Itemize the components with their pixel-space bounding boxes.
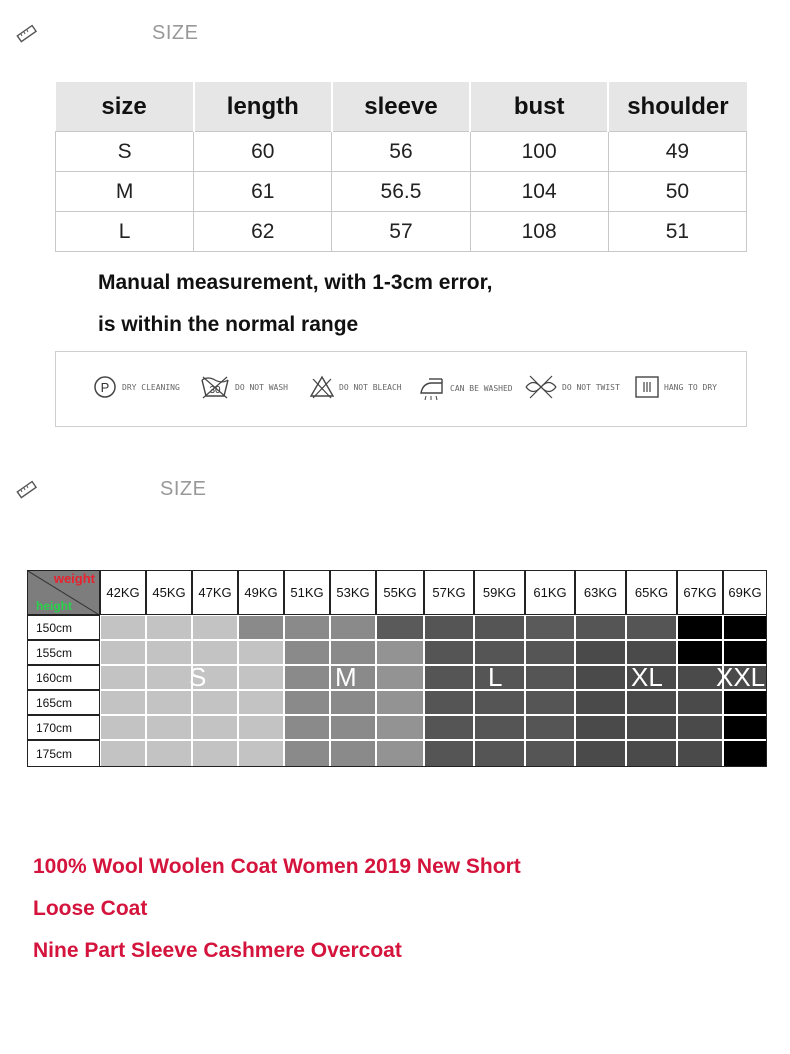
- chart-cell: [330, 740, 376, 767]
- cell-sleeve: 56: [332, 132, 470, 172]
- care-instructions: [55, 351, 747, 427]
- chart-cell: [525, 640, 575, 665]
- chart-cell: [424, 690, 474, 715]
- chart-cell: [525, 690, 575, 715]
- section-header: [16, 22, 198, 45]
- ruler-icon: [16, 479, 38, 501]
- iron-icon: [418, 374, 446, 402]
- chart-cell: [723, 715, 767, 740]
- header-length: length: [194, 82, 332, 132]
- chart-cell: [677, 690, 723, 715]
- size-zone-label: L: [488, 662, 503, 692]
- chart-cell: [238, 690, 284, 715]
- chart-cell: [100, 640, 146, 665]
- chart-cell: [192, 615, 238, 640]
- header-bust: bust: [470, 82, 608, 132]
- chart-cell: [575, 665, 626, 690]
- chart-cell: [626, 615, 677, 640]
- chart-cell: [284, 740, 330, 767]
- chart-cell: [525, 615, 575, 640]
- chart-cell: [723, 615, 767, 640]
- care-label: HANG TO DRY: [664, 382, 717, 392]
- chart-cell: [376, 715, 424, 740]
- chart-cell: [677, 615, 723, 640]
- chart-cell: [525, 665, 575, 690]
- header-sleeve: sleeve: [332, 82, 470, 132]
- chart-cell: [474, 715, 525, 740]
- chart-cell: [192, 690, 238, 715]
- cell-shoulder: 50: [608, 172, 746, 212]
- chart-cell: [575, 690, 626, 715]
- size-zone-label: M: [335, 662, 357, 692]
- chart-cell: [376, 690, 424, 715]
- chart-cell: [284, 615, 330, 640]
- weight-header-cell: 51KG: [284, 570, 330, 615]
- chart-cell: [376, 615, 424, 640]
- height-row-label: 175cm: [27, 740, 100, 767]
- chart-cell: [146, 640, 192, 665]
- chart-cell: [575, 715, 626, 740]
- chart-cell: [575, 740, 626, 767]
- chart-cell: [330, 690, 376, 715]
- cell-size: S: [56, 132, 194, 172]
- product-title-line3: Nine Part Sleeve Cashmere Overcoat: [33, 939, 402, 962]
- weight-header-cell: 65KG: [626, 570, 677, 615]
- chart-cell: [100, 615, 146, 640]
- chart-cell: [100, 715, 146, 740]
- weight-header-cell: 61KG: [525, 570, 575, 615]
- chart-cell: [284, 690, 330, 715]
- chart-cell: [376, 740, 424, 767]
- chart-cell: [146, 715, 192, 740]
- chart-cell: [677, 740, 723, 767]
- chart-cell: [238, 615, 284, 640]
- cell-size: M: [56, 172, 194, 212]
- chart-cell: [146, 665, 192, 690]
- do-not-twist-icon: [524, 374, 558, 400]
- size-table-header-row: [56, 82, 747, 132]
- care-label: DO NOT BLEACH: [339, 382, 402, 392]
- product-title-line1: 100% Wool Woolen Coat Women 2019 New Short: [33, 855, 521, 878]
- chart-cell: [626, 715, 677, 740]
- chart-cell: [100, 665, 146, 690]
- chart-cell: [525, 740, 575, 767]
- chart-cell: [474, 615, 525, 640]
- chart-cell: [284, 640, 330, 665]
- height-row-label: 150cm: [27, 615, 100, 640]
- weight-header-cell: 49KG: [238, 570, 284, 615]
- weight-height-chart: [27, 570, 767, 767]
- cell-length: 62: [194, 212, 332, 252]
- weight-header-cell: 47KG: [192, 570, 238, 615]
- weight-header-cell: 57KG: [424, 570, 474, 615]
- svg-text:P: P: [100, 380, 110, 395]
- chart-cell: [192, 740, 238, 767]
- weight-header-cell: 45KG: [146, 570, 192, 615]
- cell-length: 60: [194, 132, 332, 172]
- chart-cell: [474, 740, 525, 767]
- corner-weight-label: weight: [53, 571, 95, 586]
- chart-cell: [146, 740, 192, 767]
- chart-cell: [238, 640, 284, 665]
- weight-header-cell: 69KG: [723, 570, 767, 615]
- chart-cell: [626, 740, 677, 767]
- section-header: [16, 478, 206, 501]
- cell-length: 61: [194, 172, 332, 212]
- product-title-line2: Loose Coat: [33, 897, 148, 920]
- size-table: [55, 82, 747, 252]
- section-title: SIZE: [160, 478, 207, 500]
- do-not-wash-icon: [199, 374, 231, 400]
- chart-cell: [575, 640, 626, 665]
- table-row: [56, 212, 747, 252]
- height-row-label: 170cm: [27, 715, 100, 740]
- ruler-icon: [16, 23, 38, 45]
- corner-height-label: height: [36, 599, 72, 613]
- hang-to-dry-icon: [634, 374, 660, 400]
- cell-shoulder: 51: [608, 212, 746, 252]
- chart-cell: [284, 715, 330, 740]
- chart-cell: [424, 615, 474, 640]
- chart-cell: [100, 740, 146, 767]
- chart-cell: [238, 740, 284, 767]
- chart-cell: [626, 690, 677, 715]
- table-row: [56, 172, 747, 212]
- do-not-bleach-icon: [309, 374, 335, 400]
- chart-cell: [284, 665, 330, 690]
- care-item-do-not-twist: [524, 374, 620, 400]
- care-item-dry-cleaning: [92, 374, 180, 400]
- height-row-label: 165cm: [27, 690, 100, 715]
- chart-cell: [723, 690, 767, 715]
- chart-cell: [424, 640, 474, 665]
- weight-header-cell: 59KG: [474, 570, 525, 615]
- chart-cell: [424, 715, 474, 740]
- chart-cell: [376, 640, 424, 665]
- height-row-label: 155cm: [27, 640, 100, 665]
- measurement-note-line2: is within the normal range: [98, 313, 359, 336]
- chart-corner: [27, 570, 100, 615]
- chart-cell: [100, 690, 146, 715]
- dry-cleaning-icon: [92, 374, 118, 400]
- cell-sleeve: 56.5: [332, 172, 470, 212]
- care-label: CAN BE WASHED: [450, 383, 513, 393]
- chart-cell: [575, 615, 626, 640]
- header-shoulder: shoulder: [608, 82, 746, 132]
- cell-shoulder: 49: [608, 132, 746, 172]
- care-item-do-not-wash: [199, 374, 288, 400]
- size-zone-label: XL: [631, 662, 663, 692]
- cell-size: L: [56, 212, 194, 252]
- chart-cell: [238, 715, 284, 740]
- table-row: [56, 132, 747, 172]
- chart-cell: [474, 690, 525, 715]
- header-size: size: [56, 82, 194, 132]
- chart-cell: [238, 665, 284, 690]
- measurement-note-line1: Manual measurement, with 1-3cm error,: [98, 271, 493, 294]
- chart-cell: [330, 715, 376, 740]
- size-zone-label: XXL: [716, 662, 766, 692]
- cell-bust: 100: [470, 132, 608, 172]
- weight-header-cell: 63KG: [575, 570, 626, 615]
- chart-cell: [525, 715, 575, 740]
- svg-text:30: 30: [209, 385, 221, 396]
- care-label: DRY CLEANING: [122, 382, 180, 392]
- weight-header-cell: 42KG: [100, 570, 146, 615]
- weight-header-cell: 53KG: [330, 570, 376, 615]
- chart-cell: [677, 715, 723, 740]
- weight-header-cell: 67KG: [677, 570, 723, 615]
- chart-cell: [723, 740, 767, 767]
- chart-cell: [146, 615, 192, 640]
- care-item-iron: [418, 374, 513, 402]
- section-title: SIZE: [152, 22, 199, 44]
- care-label: DO NOT TWIST: [562, 382, 620, 392]
- chart-cell: [376, 665, 424, 690]
- height-row-label: 160cm: [27, 665, 100, 690]
- chart-cell: [424, 665, 474, 690]
- cell-bust: 108: [470, 212, 608, 252]
- cell-bust: 104: [470, 172, 608, 212]
- chart-cell: [192, 715, 238, 740]
- cell-sleeve: 57: [332, 212, 470, 252]
- chart-cell: [424, 740, 474, 767]
- weight-header-cell: 55KG: [376, 570, 424, 615]
- care-label: DO NOT WASH: [235, 382, 288, 392]
- care-item-hang-to-dry: [634, 374, 717, 400]
- care-item-do-not-bleach: [309, 374, 402, 400]
- size-zone-label: S: [189, 662, 207, 692]
- chart-cell: [146, 690, 192, 715]
- chart-cell: [330, 615, 376, 640]
